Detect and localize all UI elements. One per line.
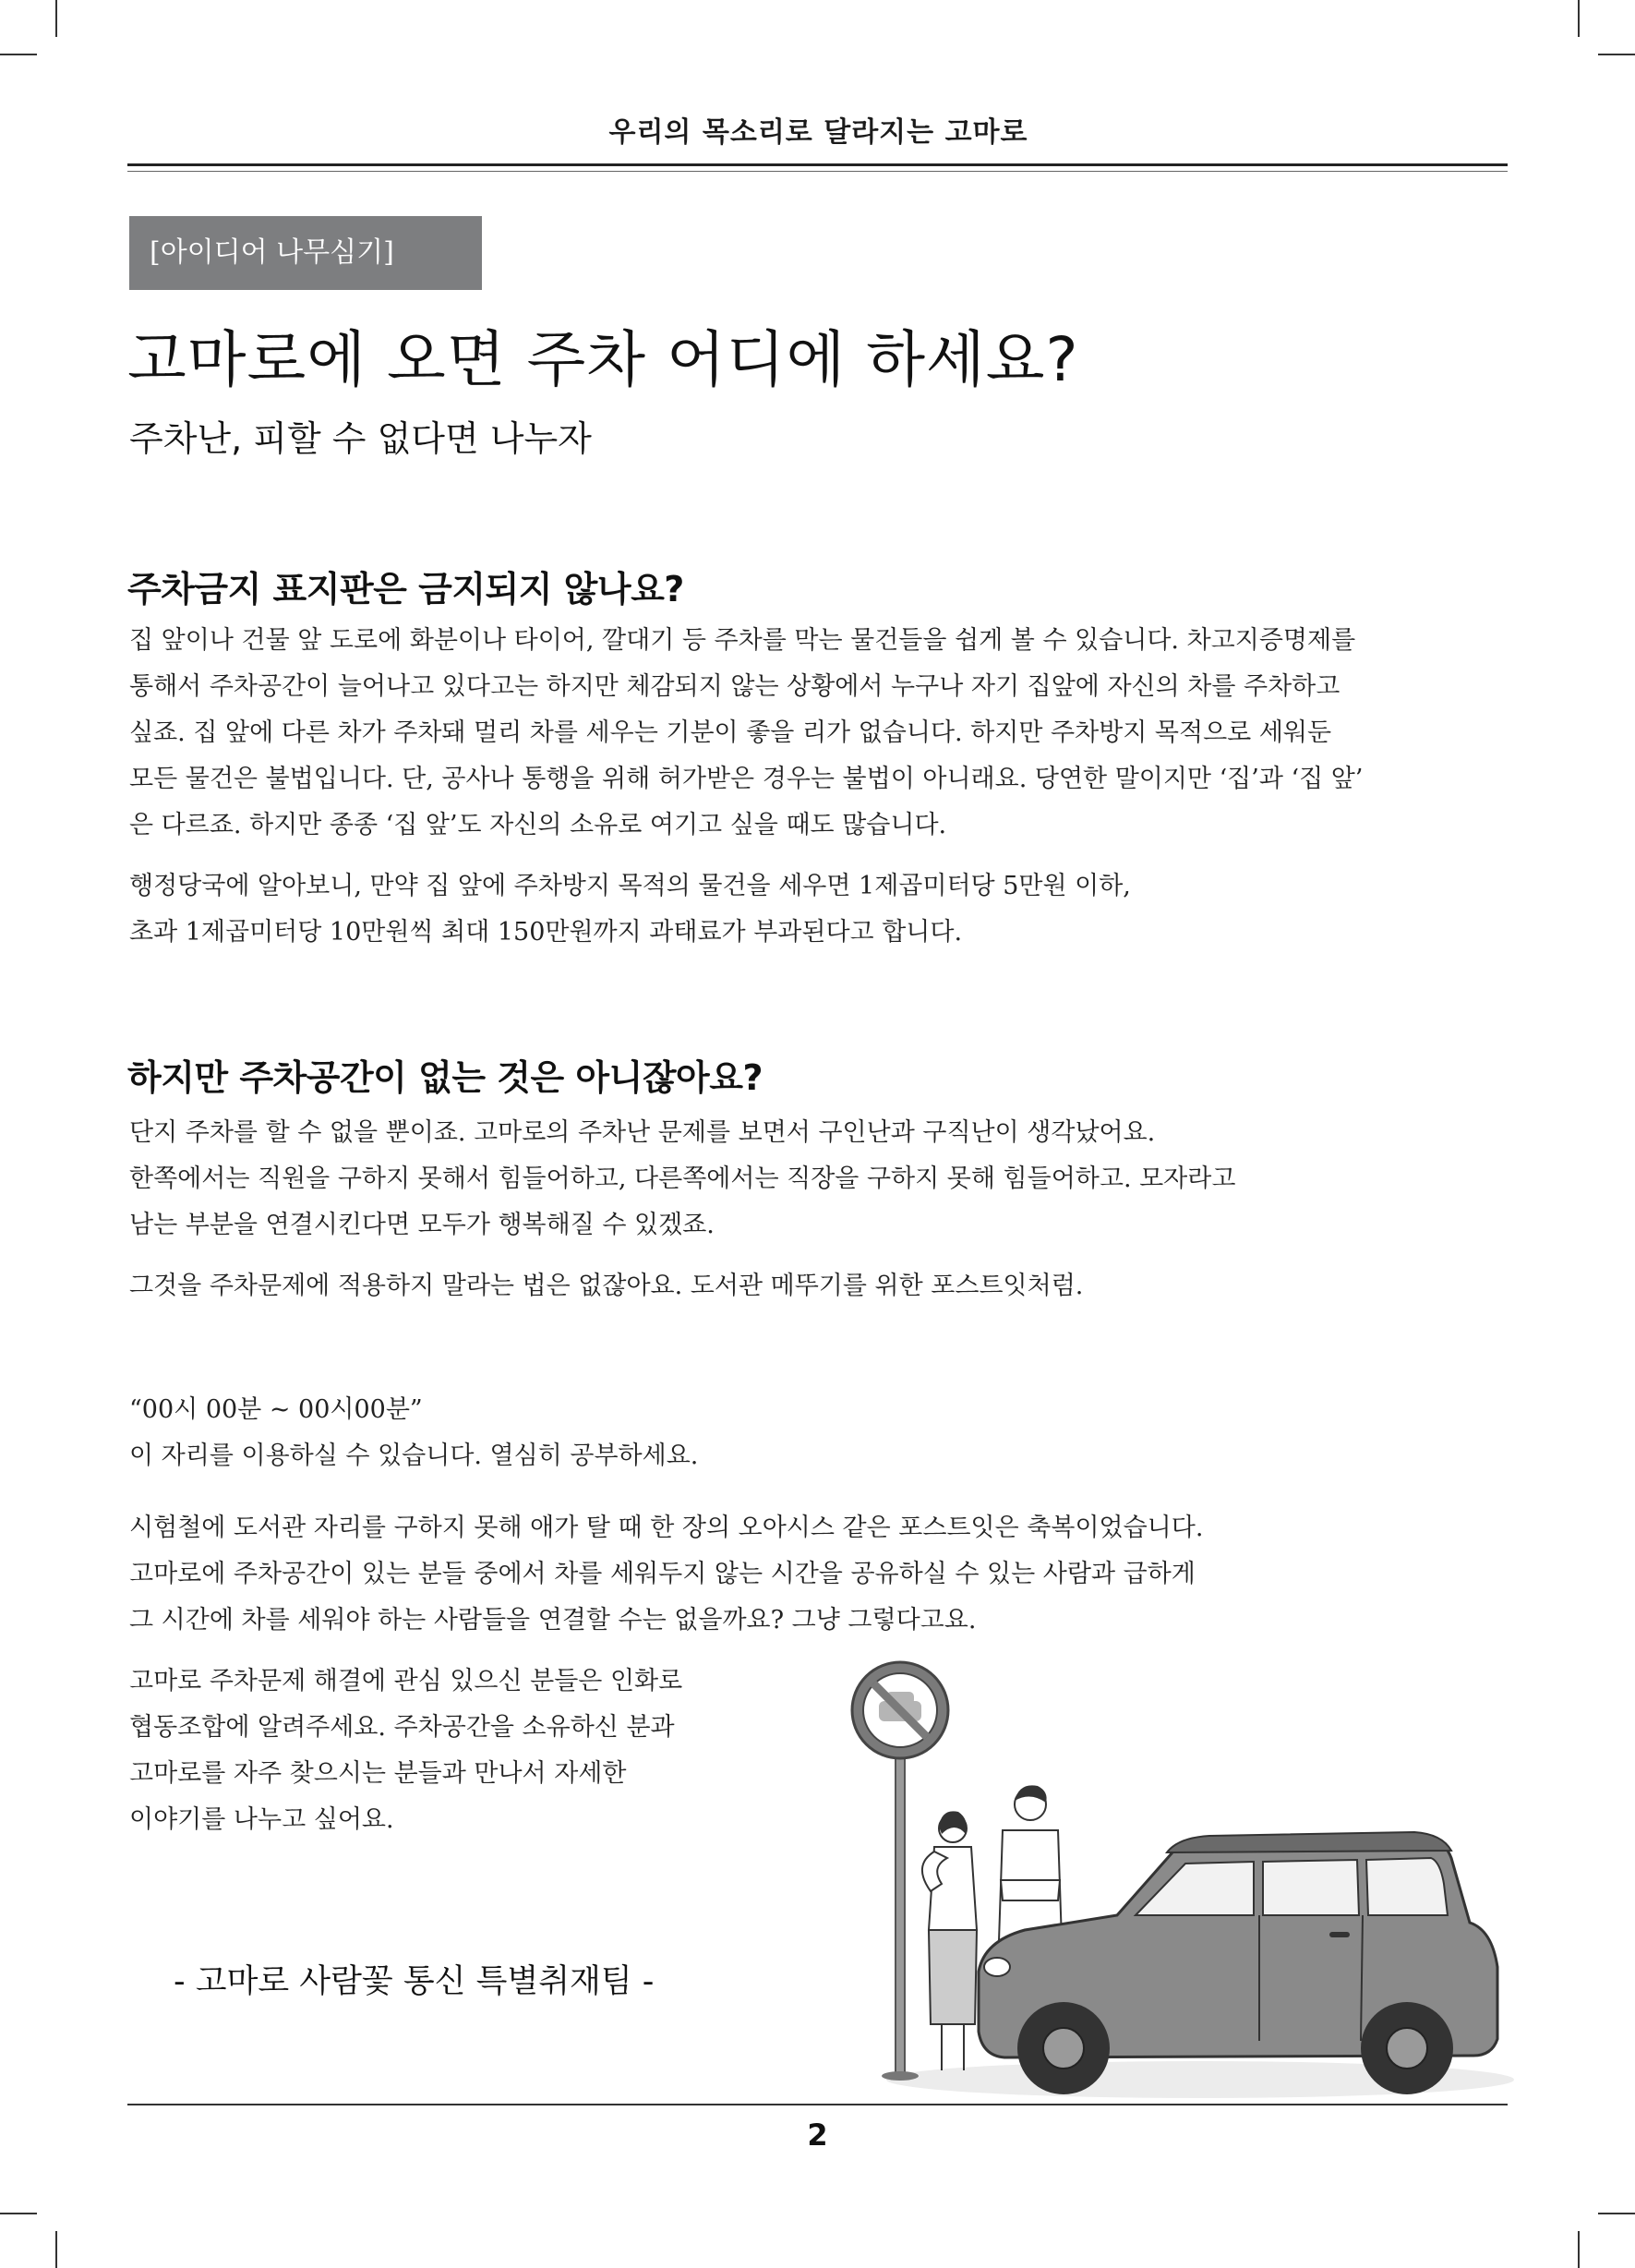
article-subtitle: 주차난, 피할 수 없다면 나누자 [129, 418, 592, 459]
text-line: 협동조합에 알려주세요. 주차공간을 소유하신 분과 [129, 1713, 675, 1742]
text-line: 집 앞이나 건물 앞 도로에 화분이나 타이어, 깔대기 등 주차를 막는 물건들을 쉽게 볼 수 있습니다. 차고지증명제를 [129, 626, 1356, 655]
article-title: 고마로에 오면 주차 어디에 하세요? [127, 324, 1079, 395]
text-line: 한쪽에서는 직원을 구하지 못해서 힘들어하고, 다른쪽에서는 직장을 구하지 못해 힘들어하고. 모자라고 [129, 1164, 1236, 1193]
car-roof [1167, 1832, 1451, 1852]
text-line: 시험철에 도서관 자리를 구하지 못해 애가 탈 때 한 장의 오아시스 같은 포스트잇은 축복이었습니다. [129, 1514, 1204, 1542]
paragraph [129, 863, 1514, 956]
running-header: 우리의 목소리로 달라지는 고마로 [608, 116, 1028, 149]
man-arms [1001, 1880, 1060, 1900]
text-line: 고마로 주차문제 해결에 관심 있으신 분들은 인화로 [129, 1667, 683, 1695]
category-tag: [아이디어 나무심기] [129, 216, 482, 290]
text-line: 그것을 주차문제에 적용하지 말라는 법은 없잖아요. 도서관 메뚜기를 위한 포스트잇처럼. [129, 1272, 1084, 1300]
text-line: 단지 주차를 할 수 없을 뿐이죠. 고마로의 주차난 문제를 보면서 구인난과 구직난이 생각났어요. [129, 1118, 1156, 1147]
text-line: 초과 1제곱미터당 10만원씩 최대 150만원까지 과태료가 부과된다고 합니다. [129, 918, 963, 947]
byline-signature: - 고마로 사람꽃 통신 특별취재팀 - [174, 1963, 655, 2000]
paragraph [129, 1387, 1514, 1479]
text-line: 은 다르죠. 하지만 종종 ‘집 앞’도 자신의 소유로 여기고 싶을 때도 많습니다. [129, 811, 947, 839]
section-body-2 [129, 1110, 1514, 1324]
paragraph [129, 1505, 1514, 1644]
crop-mark-top-right-h [1598, 54, 1635, 55]
text-line: 통해서 주차공간이 늘어나고 있다고는 하지만 체감되지 않는 상황에서 누구나 자기 집앞에 자신의 차를 주차하고 [129, 672, 1340, 701]
header-rule [127, 163, 1508, 166]
car-hub-front [1043, 2028, 1084, 2069]
crop-mark-bottom-right-v [1578, 2231, 1580, 2268]
car-window [1263, 1860, 1359, 1915]
text-line: 모든 물건은 불법입니다. 단, 공사나 통행을 위해 허가받은 경우는 불법이 아니래요. 당연한 말이지만 ‘집’과 ‘집 앞’ [129, 765, 1364, 793]
header-rule-thin [127, 171, 1508, 172]
text-line: 고마로에 주차공간이 있는 분들 중에서 차를 세워두지 않는 시간을 공유하실 수 있는 사람과 급하게 [129, 1560, 1196, 1588]
section-heading-1: 주차금지 표지판은 금지되지 않나요? [127, 569, 684, 609]
crop-mark-bottom-right-h [1598, 2213, 1635, 2214]
crop-mark-top-left-v [55, 0, 57, 37]
crop-mark-bottom-left-v [55, 2231, 57, 2268]
text-line: 싶죠. 집 앞에 다른 차가 주차돼 멀리 차를 세우는 기분이 좋을 리가 없습니다. 하지만 주차방지 목적으로 세워둔 [129, 718, 1332, 747]
car-window [1366, 1858, 1448, 1915]
footer-rule [127, 2104, 1508, 2105]
section-heading-2: 하지만 주차공간이 없는 것은 아니잖아요? [127, 1057, 763, 1098]
page-number: 2 [807, 2117, 828, 2153]
section-body-1 [129, 618, 1514, 971]
car-hub-rear [1387, 2028, 1427, 2069]
text-line: 고마로를 자주 찾으시는 분들과 만나서 자세한 [129, 1759, 627, 1788]
quote-line: “00시 00분 ~ 00시00분” [129, 1395, 423, 1424]
paragraph [129, 1110, 1514, 1249]
text-line: 행정당국에 알아보니, 만약 집 앞에 주차방지 목적의 물건을 세우면 1제곱미터당 5만원 이하, [129, 872, 1131, 900]
parking-illustration [812, 1653, 1514, 2133]
car-headlight [984, 1958, 1010, 1976]
paragraph [129, 1263, 1514, 1309]
text-line: 이야기를 나누고 싶어요. [129, 1805, 394, 1834]
woman-skirt [929, 1930, 977, 2024]
sign-base [882, 2071, 919, 2081]
car-handle [1329, 1932, 1350, 1937]
sign-pole [896, 1745, 905, 2078]
crop-mark-top-right-v [1578, 0, 1580, 37]
post-it-quote [129, 1387, 1514, 1494]
crop-mark-top-left-h [0, 54, 37, 55]
paragraph [129, 618, 1514, 849]
text-line: 남는 부분을 연결시킨다면 모두가 행복해질 수 있겠죠. [129, 1211, 715, 1239]
woman-figure [922, 1811, 977, 2070]
text-line: 그 시간에 차를 세워야 하는 사람들을 연결할 수는 없을까요? 그냥 그렇다고요. [129, 1606, 977, 1635]
quote-line: 이 자리를 이용하실 수 있습니다. 열심히 공부하세요. [129, 1442, 699, 1470]
crop-mark-bottom-left-h [0, 2213, 37, 2214]
